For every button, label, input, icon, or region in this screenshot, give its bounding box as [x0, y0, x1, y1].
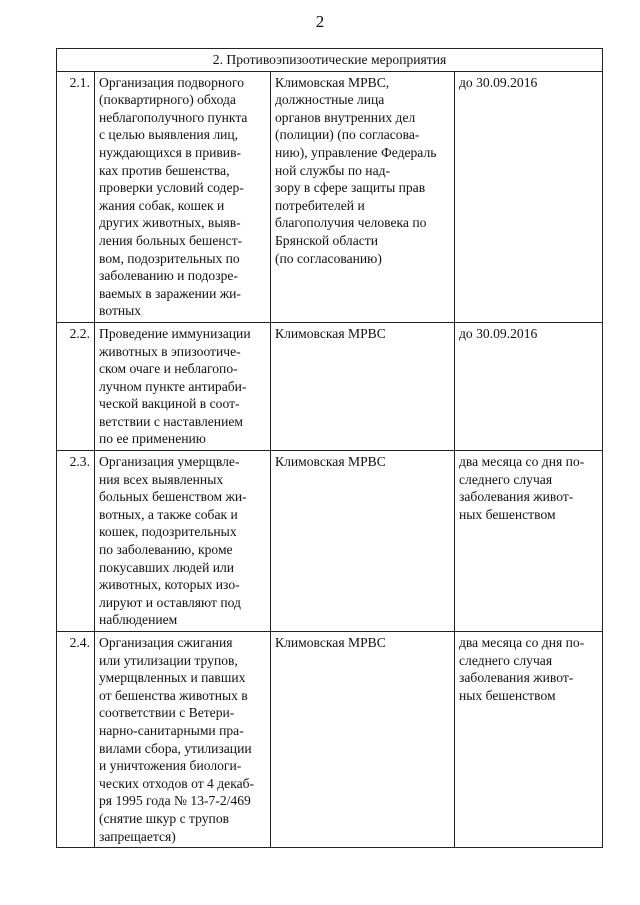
responsible-cell: Климовская МРВС: [271, 322, 455, 450]
deadline-cell: два месяца со дня по- следнего случая заболевания живот- ных бешенством: [455, 632, 603, 848]
deadline-cell: два месяца со дня по- следнего случая заболевания живот- ных бешенством: [455, 451, 603, 632]
measure-cell: Организация сжигания или утилизации трупов, умерщвленных и павших от бешенства животных в соответствии с Ветери- нарно-санитарными пра- вилами сбора, утилизации и уничтожения биологи- ческих отходов от 4 декаб- ря 1995 года № 13-7-2/469 (снятие шкур с трупов запрещается): [95, 632, 271, 848]
table-row: [57, 632, 603, 848]
measure-cell: Организация умерщвле- ния всех выявленных больных бешенством жи- вотных, а также собак и кошек, подозрительных по заболеванию, кроме покусавших людей или животных, которых изо- лируют и оставляют под наблюдением: [95, 451, 271, 632]
table-row: [57, 322, 603, 450]
responsible-cell: Климовская МРВС: [271, 451, 455, 632]
page-number: 2: [315, 12, 325, 31]
measure-cell: Проведение иммунизации животных в эпизоотиче- ском очаге и неблагопо- лучном пункте антираби- ческой вакциной в соот- ветствии с наставлением по ее применению: [95, 322, 271, 450]
row-number: 2.3.: [57, 451, 95, 632]
section-header: 2. Противоэпизоотические мероприятия: [57, 49, 603, 72]
measures-table: [56, 48, 603, 848]
row-number: 2.4.: [57, 632, 95, 848]
responsible-cell: Климовская МРВС, должностные лица органов внутренних дел (полиции) (по согласова- нию), управление Федераль ной службы по над- зору в сфере защиты прав потребителей и благополучия человека по Брянской области (по согласованию): [271, 71, 455, 322]
measure-cell: Организация подворного (поквартирного) обхода неблагополучного пункта с целью выявления лиц, нуждающихся в привив- ках против бешенства, проверки условий содер- жания собак, кошек и других животных, выяв- ления больных бешенст- вом, подозрительных по заболеванию и подозре- ваемых в заражении жи- вотных: [95, 71, 271, 322]
deadline-cell: до 30.09.2016: [455, 71, 603, 322]
table-row: [57, 71, 603, 322]
deadline-cell: до 30.09.2016: [455, 322, 603, 450]
row-number: 2.2.: [57, 322, 95, 450]
responsible-cell: Климовская МРВС: [271, 632, 455, 848]
row-number: 2.1.: [57, 71, 95, 322]
table-row: [57, 451, 603, 632]
section-header-row: [57, 49, 603, 72]
